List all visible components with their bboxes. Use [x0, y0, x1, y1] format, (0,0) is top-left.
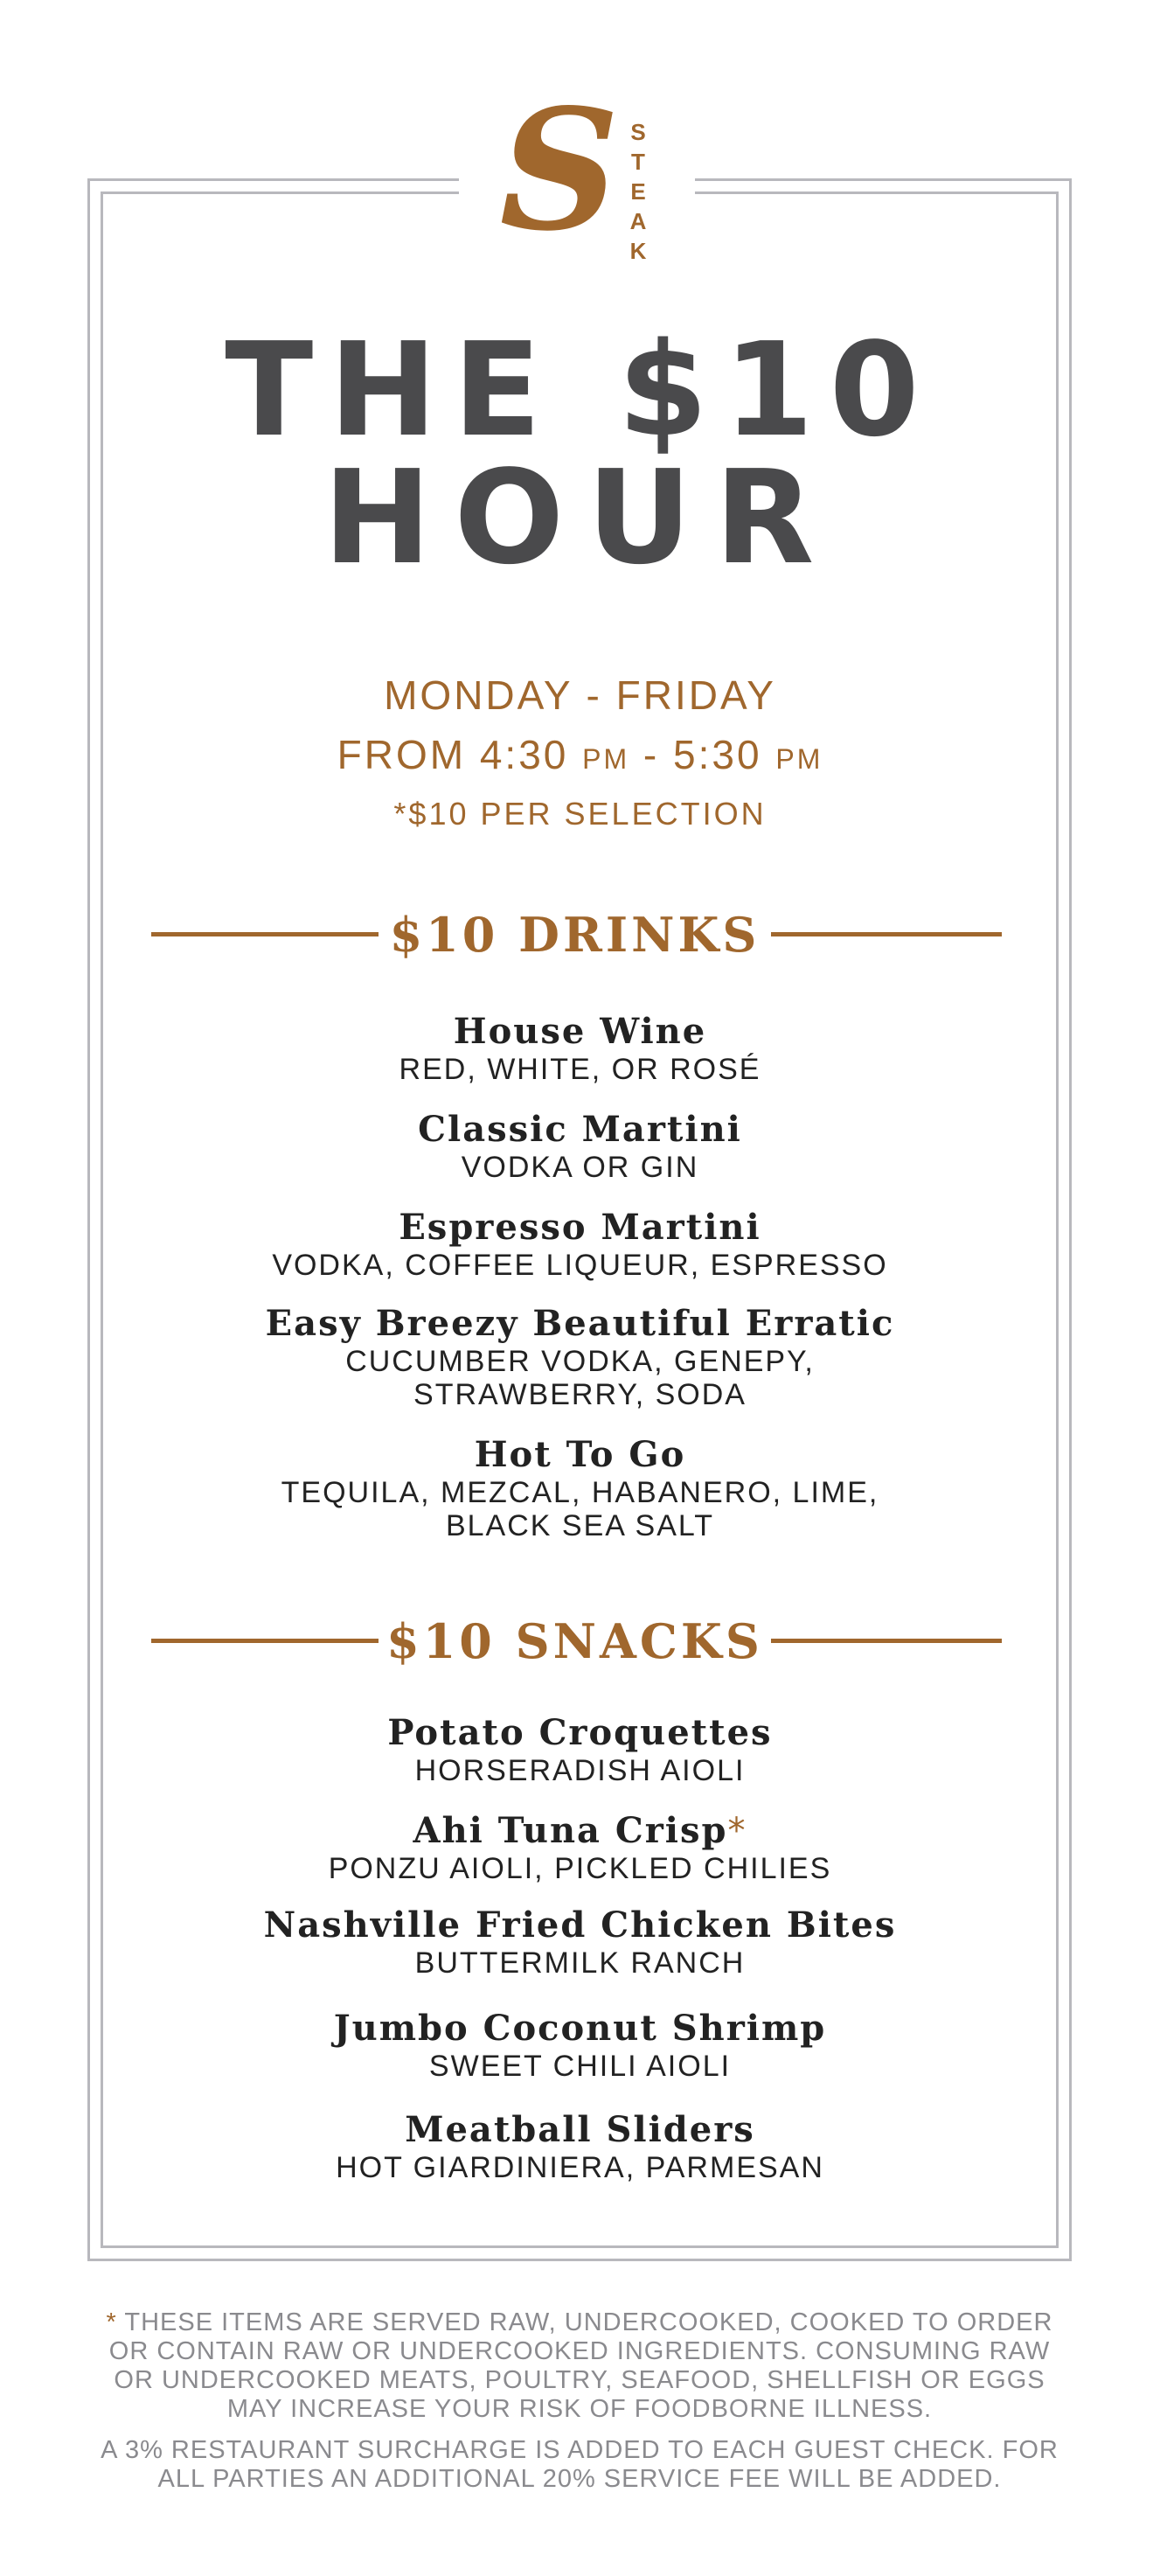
- item-name: House Wine: [453, 1011, 707, 1052]
- menu-item: [0, 2109, 1160, 2184]
- end-suffix: PM: [775, 743, 823, 775]
- logo-letter: T: [631, 149, 645, 175]
- disclaimer-text: THESE ITEMS ARE SERVED RAW, UNDERCOOKED, COOKED TO ORDER: [116, 2308, 1053, 2336]
- item-description-line2: BLACK SEA SALT: [445, 1509, 715, 1542]
- item-name: Nashville Fried Chicken Bites: [263, 1904, 897, 1946]
- divider-left: [151, 1639, 379, 1643]
- page-title-line2: HOUR: [323, 442, 837, 593]
- surcharge-notice: [87, 2436, 1072, 2494]
- surcharge-line: ALL PARTIES AN ADDITIONAL 20% SERVICE FEE WILL BE ADDED.: [157, 2465, 1002, 2493]
- menu-item: [0, 1011, 1160, 1086]
- disclaimer-line: MAY INCREASE YOUR RISK OF FOODBORNE ILLNESS.: [226, 2395, 933, 2423]
- from-label: FROM: [337, 732, 480, 777]
- page-title-line1: THE $10: [225, 315, 935, 465]
- menu-item: [0, 1207, 1160, 1282]
- logo-letter: S: [630, 119, 646, 145]
- item-description: BUTTERMILK RANCH: [414, 1946, 746, 1980]
- item-description: PONZU AIOLI, PICKLED CHILIES: [328, 1852, 832, 1885]
- logo-letter: E: [630, 178, 646, 205]
- logo-initial: S: [499, 73, 620, 268]
- snacks-heading: $10 SNACKS: [386, 1613, 763, 1669]
- menu-item: [0, 2008, 1160, 2083]
- item-description: HORSERADISH AIOLI: [414, 1754, 746, 1787]
- item-description: HOT GIARDINIERA, PARMESAN: [336, 2151, 824, 2184]
- item-name: [0, 1810, 1160, 1852]
- disclaimer-line: [87, 2308, 1072, 2337]
- menu-item: [0, 1303, 1160, 1411]
- drinks-section-header: [0, 904, 1160, 965]
- start-suffix: PM: [582, 743, 630, 775]
- item-name: Espresso Martini: [399, 1207, 761, 1248]
- item-name: Potato Croquettes: [387, 1712, 773, 1753]
- menu-item: [0, 1434, 1160, 1542]
- menu-item: [0, 1810, 1160, 1885]
- start-time: 4:30: [479, 732, 569, 777]
- divider-left: [151, 932, 379, 936]
- divider-right: [771, 1639, 1002, 1643]
- item-description: VODKA, COFFEE LIQUEUR, ESPRESSO: [272, 1249, 888, 1282]
- raw-marker: *: [727, 1811, 747, 1851]
- item-description: CUCUMBER VODKA, GENEPY,: [345, 1345, 815, 1378]
- item-name: Classic Martini: [418, 1109, 742, 1150]
- logo-letter: A: [629, 208, 647, 234]
- item-name: Easy Breezy Beautiful Erratic: [265, 1303, 895, 1344]
- item-name: Meatball Sliders: [405, 2109, 755, 2150]
- divider-right: [771, 932, 1002, 936]
- item-description: TEQUILA, MEZCAL, HABANERO, LIME,: [281, 1476, 879, 1509]
- menu-item: [0, 1712, 1160, 1787]
- price-note: *$10 PER SELECTION: [393, 796, 767, 832]
- brand-logo: [494, 73, 669, 269]
- logo-letter: K: [629, 238, 647, 264]
- drinks-heading: $10 DRINKS: [389, 907, 761, 963]
- menu-item: [0, 1904, 1160, 1980]
- item-description-line2: STRAWBERRY, SODA: [413, 1378, 747, 1411]
- menu-item: [0, 1109, 1160, 1184]
- item-description: RED, WHITE, OR ROSÉ: [399, 1053, 761, 1086]
- schedule-hours: [0, 731, 1160, 778]
- item-description: VODKA OR GIN: [461, 1151, 699, 1184]
- disclaimer-line: OR CONTAIN RAW OR UNDERCOOKED INGREDIENTS. CONSUMING RAW: [108, 2337, 1051, 2365]
- item-name: Jumbo Coconut Shrimp: [333, 2008, 827, 2049]
- snacks-section-header: [0, 1611, 1160, 1672]
- disclaimer-marker: *: [106, 2308, 117, 2336]
- end-time: 5:30: [673, 732, 762, 777]
- surcharge-line: A 3% RESTAURANT SURCHARGE IS ADDED TO EACH GUEST CHECK. FOR: [101, 2436, 1059, 2464]
- item-name: Hot To Go: [474, 1434, 686, 1475]
- logo-wordmark-letters: [625, 117, 651, 266]
- disclaimer-line: OR UNDERCOOKED MEATS, POULTRY, SEAFOOD, SHELLFISH OR EGGS: [114, 2366, 1045, 2394]
- schedule-days: MONDAY - FRIDAY: [384, 672, 776, 718]
- raw-food-disclaimer: [87, 2308, 1072, 2424]
- item-name-text: Ahi Tuna Crisp: [413, 1810, 728, 1851]
- item-description: SWEET CHILI AIOLI: [428, 2050, 732, 2083]
- time-separator: -: [629, 732, 674, 777]
- logo-wordmark: [625, 117, 651, 266]
